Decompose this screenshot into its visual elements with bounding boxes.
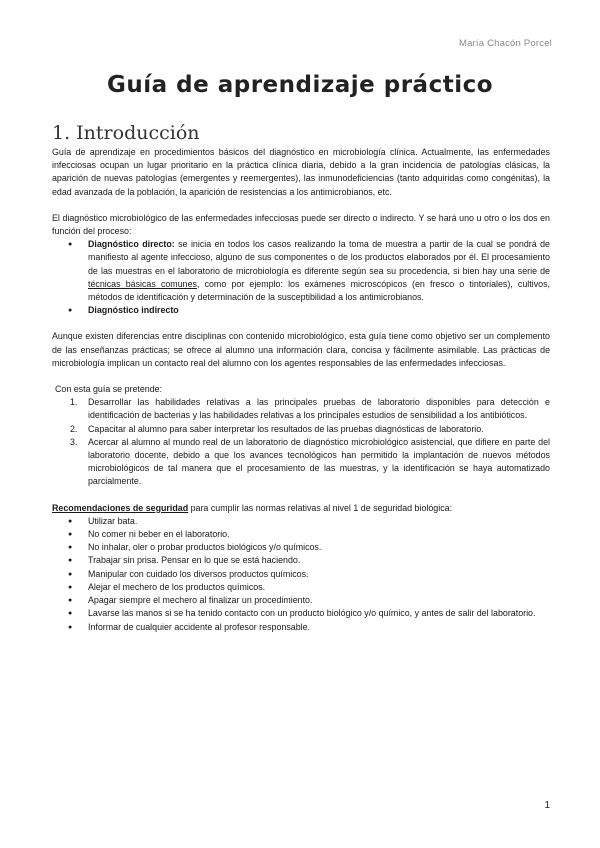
intro-paragraph: Guía de aprendizaje en procedimientos básicos del diagnóstico en microbiología clínica. Actualmente, las enfermedades infecciosas ocupan un lugar prioritario en la práctica clínica diaria, debido a la gran incidencia de patologías clásicas, la aparición de nuevas patologías (emergentes y reemergentes), las inmunodeficiencias (tanto adquiridas como congénitas), la edad avanzada de la población, la aparición de resistencias a los antimicrobianos, etc.: [52, 147, 550, 197]
author-header: María Chacón Porcel: [458, 38, 552, 49]
goal-text: Desarrollar las habilidades relativas a las principales pruebas de laboratorio disponibles para detección e identificación de bacterias y las habilidades relativas a los principales estudios de sensibilidad a los antibióticos.: [88, 397, 550, 421]
document-title: Guía de aprendizaje práctico: [106, 72, 494, 98]
goal-text: Capacitar al alumno para saber interpretar los resultados de las pruebas diagnósticas de laboratorio.: [88, 423, 484, 434]
list-item: ● Utilizar bata.: [52, 515, 550, 528]
list-item: ● No comer ni beber en el laboratorio.: [52, 528, 550, 541]
document-body: [52, 146, 550, 634]
list-item: ● No inhalar, oler o probar productos biológicos y/o químicos.: [52, 541, 550, 554]
safety-label: Recomendaciones de seguridad: [52, 502, 189, 513]
goal-number: 2.: [70, 423, 78, 434]
list-item: ● Trabajar sin prisa. Pensar en lo que se está haciendo.: [52, 554, 550, 567]
page-number: 1: [544, 800, 550, 811]
list-item: [52, 396, 550, 422]
safety-list: [52, 515, 550, 634]
list-item: ● Lavarse las manos si se ha tenido contacto con un producto biológico y/o químico, y antes de salir del laboratorio.: [52, 607, 550, 620]
list-item: ● Apagar siempre el mechero al finalizar un procedimiento.: [52, 594, 550, 607]
list-item: [52, 423, 550, 436]
list-item-indirect-diagnosis: [52, 304, 550, 317]
list-item: ● Informar de cualquier accidente al profesor responsable.: [52, 621, 550, 634]
goals-intro: Con esta guía se pretende:: [55, 384, 163, 395]
list-item: [52, 436, 550, 489]
goal-number: 1.: [70, 397, 78, 408]
goal-text: Acercar al alumno al mundo real de un laboratorio de diagnóstico microbiológico asistencial, que difiere en parte del laboratorio docente, debido a que los avances tecnológicos han permitido la implantación de nuevos métodos microbiológicos de tal manera que el procesamiento de las muestras, y la identificación se haya automatizado parcialmente.: [88, 436, 550, 487]
direct-diagnosis-label: Diagnóstico directo:: [88, 239, 175, 250]
indirect-diagnosis-label: Diagnóstico indirecto: [88, 305, 179, 316]
list-item-direct-diagnosis: [52, 238, 550, 304]
direct-diagnosis-text-end: , como por ejemplo: los exámenes microscópicos (en fresco o tintoriales), cultivos, métodos de identificación y determinación de la susceptibilidad a los antimicrobianos.: [88, 278, 550, 303]
diagnosis-paragraph: El diagnóstico microbiológico de las enfermedades infecciosas puede ser directo o indirecto. Y se hará uno u otro o los dos en función del proceso:: [52, 212, 550, 237]
list-item: ● Manipular con cuidado los diversos productos químicos.: [52, 568, 550, 581]
section-heading: 1. Introducción: [52, 122, 200, 144]
goal-number: 3.: [70, 436, 78, 447]
diagnosis-list: [52, 238, 550, 317]
list-item: ● Alejar el mechero de los productos químicos.: [52, 581, 550, 594]
safety-intro-text: para cumplir las normas relativas al nivel 1 de seguridad biológica:: [188, 502, 453, 513]
safety-intro: [52, 502, 550, 515]
basic-techniques-link[interactable]: técnicas básicas comunes: [88, 278, 197, 289]
aim-paragraph: Aunque existen diferencias entre disciplinas con contenido microbiológico, esta guía tiene como objetivo ser un complemento de las enseñanzas prácticas; se ofrece al alumno una información clara, concisa y fácilmente asimilable. Las prácticas de microbiología implican un contacto real del alumno con los agentes responsables de las enfermedades infecciosas.: [52, 331, 550, 368]
direct-diagnosis-text: se inicia en todos los casos realizando la toma de muestra a partir de la cual se pondrá de manifiesto al agente infeccioso, alguno de sus componentes o de los productos elaborados por él. El procesamiento de las muestras en el laboratorio de microbiología es diferente según sea su procedencia, si bien hay una serie de: [88, 239, 550, 276]
goals-list: [52, 396, 550, 488]
